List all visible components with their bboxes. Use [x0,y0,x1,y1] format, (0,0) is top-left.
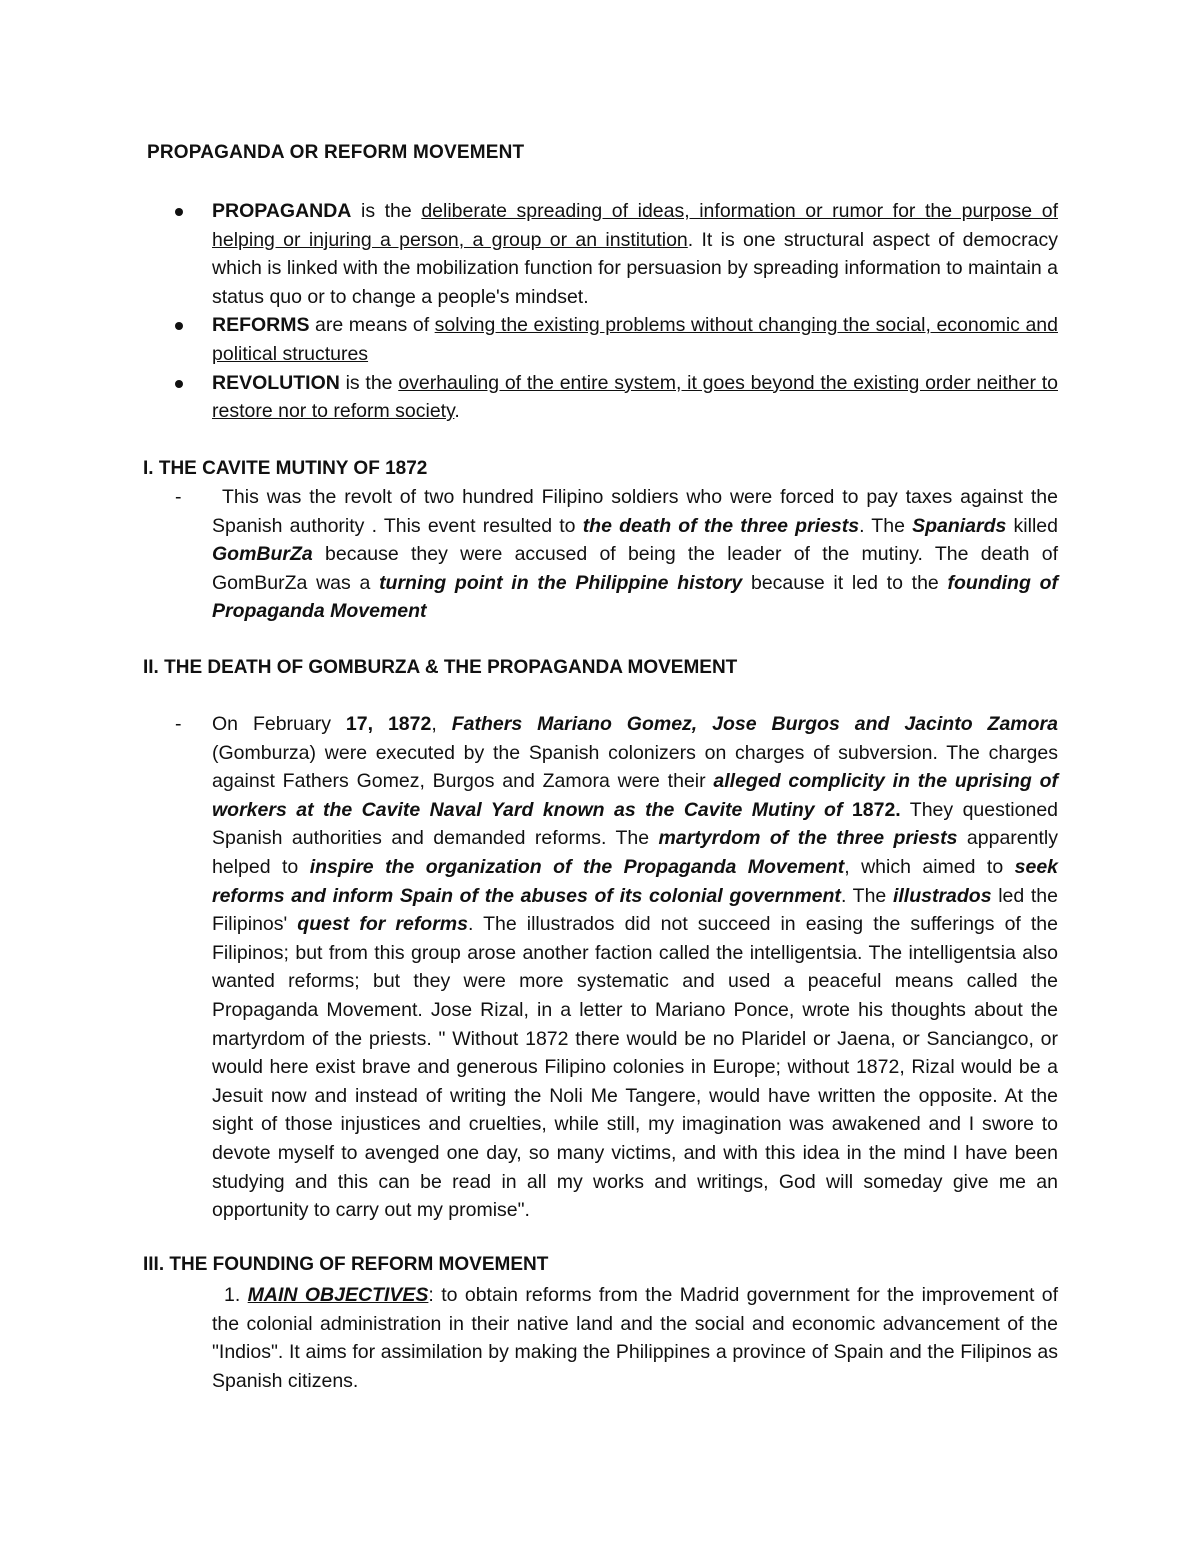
definition-term: PROPAGANDA [212,200,352,222]
paragraph: On February 17, 1872, Fathers Mariano Gomez, Jose Burgos and Jacinto Zamora (Gomburza) were executed by the Spanish colonizers on charges of subversion. The charges against Fathers Gomez, Burgos and Zamora were their alleged complicity in the uprising of workers at the Cavite Naval Yard known as the Cavite Mutiny of 1872. They questioned Spanish authorities and demanded reforms. The martyrdom of the three priests apparently helped to inspire the organization of the Propaganda Movement, which aimed to seek reforms and inform Spain of the abuses of its colonial government. The illustrados led the Filipinos' quest for reforms. The illustrados did not succeed in easing the sufferings of the Filipinos; but from this group arose another faction called the intelligentsia. The intelligentsia also wanted reforms; but they were more systematic and used a peaceful means called the Propaganda Movement. Jose Rizal, in a letter to Mariano Ponce, wrote his thoughts about the martyrdom of the priests. " Without 1872 there would be no Plaridel or Jaena, or Sanciangco, or would here exist brave and generous Filipino colonies in Europe; without 1872, Rizal would be a Jesuit now and instead of writing the Noli Me Tangere, would have written the opposite. At the sight of those injustices and cruelties, while still, my imagination was awakened and I swore to devote myself to avenged one day, so many victims, and with this idea in the mind I have been studying and this can be read in all my works and writings, God will someday give me an opportunity to carry out my promise". [212,713,1059,1222]
definition-term: REFORMS [212,314,310,337]
definition-underlined: solving the existing problems without changing the social, economic and political structures [212,314,1058,365]
section-body-gomburza [175,710,1059,1225]
paragraph: 1. MAIN OBJECTIVES: to obtain reforms from the Madrid government for the improvement of the colonial administration in their native land and the social and economic advancement of the "Indios". It aims for assimilation by making the Philippines a province of Spain and the Filipinos as Spanish citizens. [212,1284,1059,1392]
objective-item [212,1281,1058,1395]
definition-list [212,197,1058,426]
dash-marker: - [175,713,182,735]
bullet-dot-icon [175,208,183,216]
section-body-cavite-mutiny [175,483,1058,626]
definition-underlined: deliberate spreading of ideas, information or rumor for the purpose of helping or injuring a person, a group or an institution [212,200,1058,251]
definition-text: PROPAGANDA is the deliberate spreading of ideas, information or rumor for the purpose of helping or injuring a person, a group or an institution. It is one structural aspect of democracy which is linked with the mobilization function for persuasion by spreading information to maintain a status quo or to change a people's mindset. [212,200,1058,308]
definition-underlined: overhauling of the entire system, it goes beyond the existing order neither to restore nor to reform society [212,371,1058,423]
definition-text: REFORMS are means of solving the existing problems without changing the social, economic and political structures [212,314,1058,365]
bullet-dot-icon [175,322,183,330]
definition-item-revolution [212,369,1058,426]
section-heading-gomburza: II. THE DEATH OF GOMBURZA & THE PROPAGANDA MOVEMENT [143,657,738,678]
definition-item-propaganda [212,197,1058,311]
definition-item-reforms [212,311,1058,368]
objective-label: MAIN OBJECTIVES [247,1284,429,1306]
section-heading-cavite-mutiny: I. THE CAVITE MUTINY OF 1872 [143,458,428,479]
bullet-dot-icon [175,380,183,388]
paragraph: This was the revolt of two hundred Filipino soldiers who were forced to pay taxes against the Spanish authority . This event resulted to the death of the three priests. The Spaniards killed GomBurZa because they were accused of being the leader of the mutiny. The death of GomBurZa was a turning point in the Philippine history because it led to the founding of Propaganda Movement [212,486,1058,623]
definition-text: REVOLUTION is the overhauling of the entire system, it goes beyond the existing order neither to restore nor to reform society. [212,371,1058,423]
definition-term: REVOLUTION [212,371,340,394]
page-title: PROPAGANDA OR REFORM MOVEMENT [147,142,525,163]
dash-marker: - [175,486,182,508]
section-heading-reform-movement: III. THE FOUNDING OF REFORM MOVEMENT [143,1254,549,1275]
